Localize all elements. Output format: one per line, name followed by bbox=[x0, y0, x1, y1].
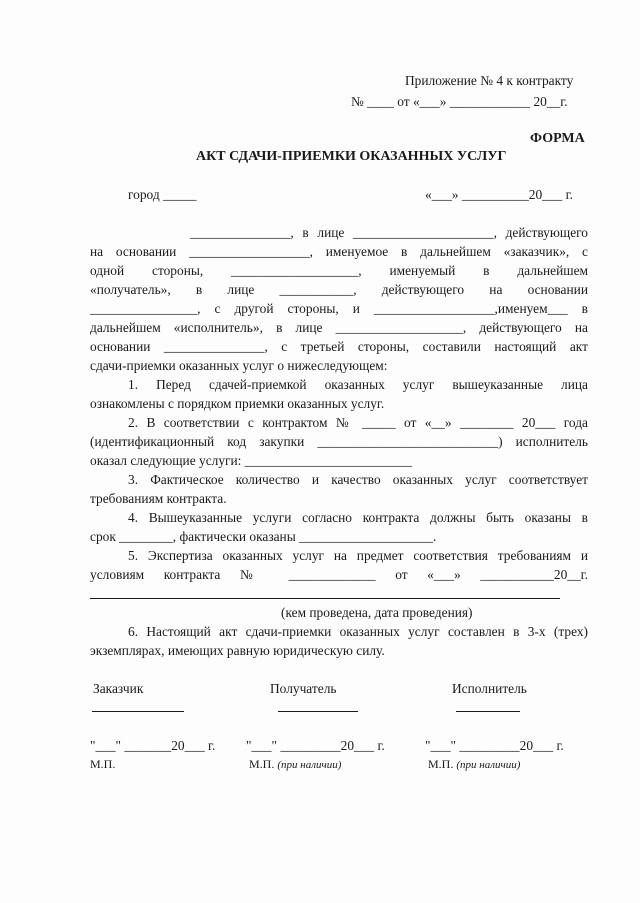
item-4-line: срок ________, фактически оказаны ____________________. bbox=[90, 529, 437, 544]
item-2-line: оказал следующие услуги: _________________________ bbox=[90, 453, 413, 468]
city-field: город _____ bbox=[128, 187, 197, 202]
item-2-line: (идентификационный код закупки ___________________________) исполнитель bbox=[90, 434, 588, 449]
preamble-line: одной стороны, ___________________, именуемый в дальнейшем bbox=[90, 263, 588, 278]
document-title: АКТ СДАЧИ-ПРИЕМКИ ОКАЗАННЫХ УСЛУГ bbox=[196, 149, 507, 164]
item-6-line: экземплярах, имеющих равную юридическую силу. bbox=[90, 643, 385, 658]
preamble-line: основании _______________, с третьей стороны, составили настоящий акт bbox=[90, 339, 588, 354]
customer-stamp-label: М.П. bbox=[90, 757, 116, 771]
recipient-date: "___" _________20___ г. bbox=[246, 738, 385, 753]
item-1-line: ознакомлены с порядком приемки оказанных услуг. bbox=[90, 396, 385, 411]
preamble-line: «получатель», в лице ___________, действующего на основании bbox=[90, 282, 588, 297]
item-6-line: 6. Настоящий акт сдачи-приемки оказанных услуг составлен в 3-х (трех) bbox=[128, 624, 588, 639]
stamp-note: (при наличии) bbox=[456, 759, 521, 771]
customer-label: Заказчик bbox=[93, 681, 144, 696]
item-4-line: 4. Вышеуказанные услуги согласно контракта должны быть оказаны в bbox=[128, 510, 588, 525]
recipient-stamp-label bbox=[249, 755, 341, 774]
preamble-line: дальнейшем «исполнитель», в лице ___________________, действующего на bbox=[90, 320, 588, 335]
stamp-note: (при наличии) bbox=[277, 759, 342, 771]
preamble-line: на основании __________________, именуемое в дальнейшем «заказчик», с bbox=[90, 244, 588, 259]
expertise-caption: (кем проведена, дата проведения) bbox=[281, 605, 473, 620]
item-2-line: 2. В соответствии с контрактом № _____ от «__» ________ 20___ года bbox=[128, 415, 588, 430]
executor-label: Исполнитель bbox=[452, 681, 527, 696]
item-1-line: 1. Перед сдачей-приемкой оказанных услуг вышеуказанные лица bbox=[128, 377, 588, 392]
customer-signature-line bbox=[92, 711, 184, 712]
customer-date: "___" _______20___ г. bbox=[90, 738, 216, 753]
preamble-line: ________________, с другой стороны, и __________________,именуем___ в bbox=[90, 301, 588, 316]
preamble-line: _______________, в лице _____________________, действующего bbox=[190, 225, 588, 240]
stamp-mark: М.П. bbox=[249, 757, 275, 771]
recipient-signature-line bbox=[278, 711, 358, 712]
appendix-label: Приложение № 4 к контракту bbox=[405, 73, 574, 88]
executor-signature-line bbox=[456, 711, 520, 712]
city-date-field: «___» __________20___ г. bbox=[425, 187, 573, 202]
item-3-line: требованиям контракта. bbox=[90, 491, 227, 506]
item-5-line: условиям контракта № _____________ от «___» ___________20__г. bbox=[90, 567, 588, 582]
executor-date: "___" _________20___ г. bbox=[425, 738, 564, 753]
recipient-label: Получатель bbox=[270, 681, 337, 696]
stamp-mark: М.П. bbox=[428, 757, 454, 771]
executor-stamp-label bbox=[428, 755, 520, 774]
item-3-line: 3. Фактическое количество и качество оказанных услуг соответствует bbox=[128, 472, 588, 487]
form-label: ФОРМА bbox=[530, 131, 585, 146]
item-5-line: 5. Экспертиза оказанных услуг на предмет соответствия требованиям и bbox=[128, 548, 588, 563]
expertise-blank-line bbox=[90, 598, 560, 599]
preamble-line: сдачи-приемки оказанных услуг о нижеследующем: bbox=[90, 358, 388, 373]
contract-number-line: № ____ от «___» ____________ 20__г. bbox=[351, 94, 568, 109]
